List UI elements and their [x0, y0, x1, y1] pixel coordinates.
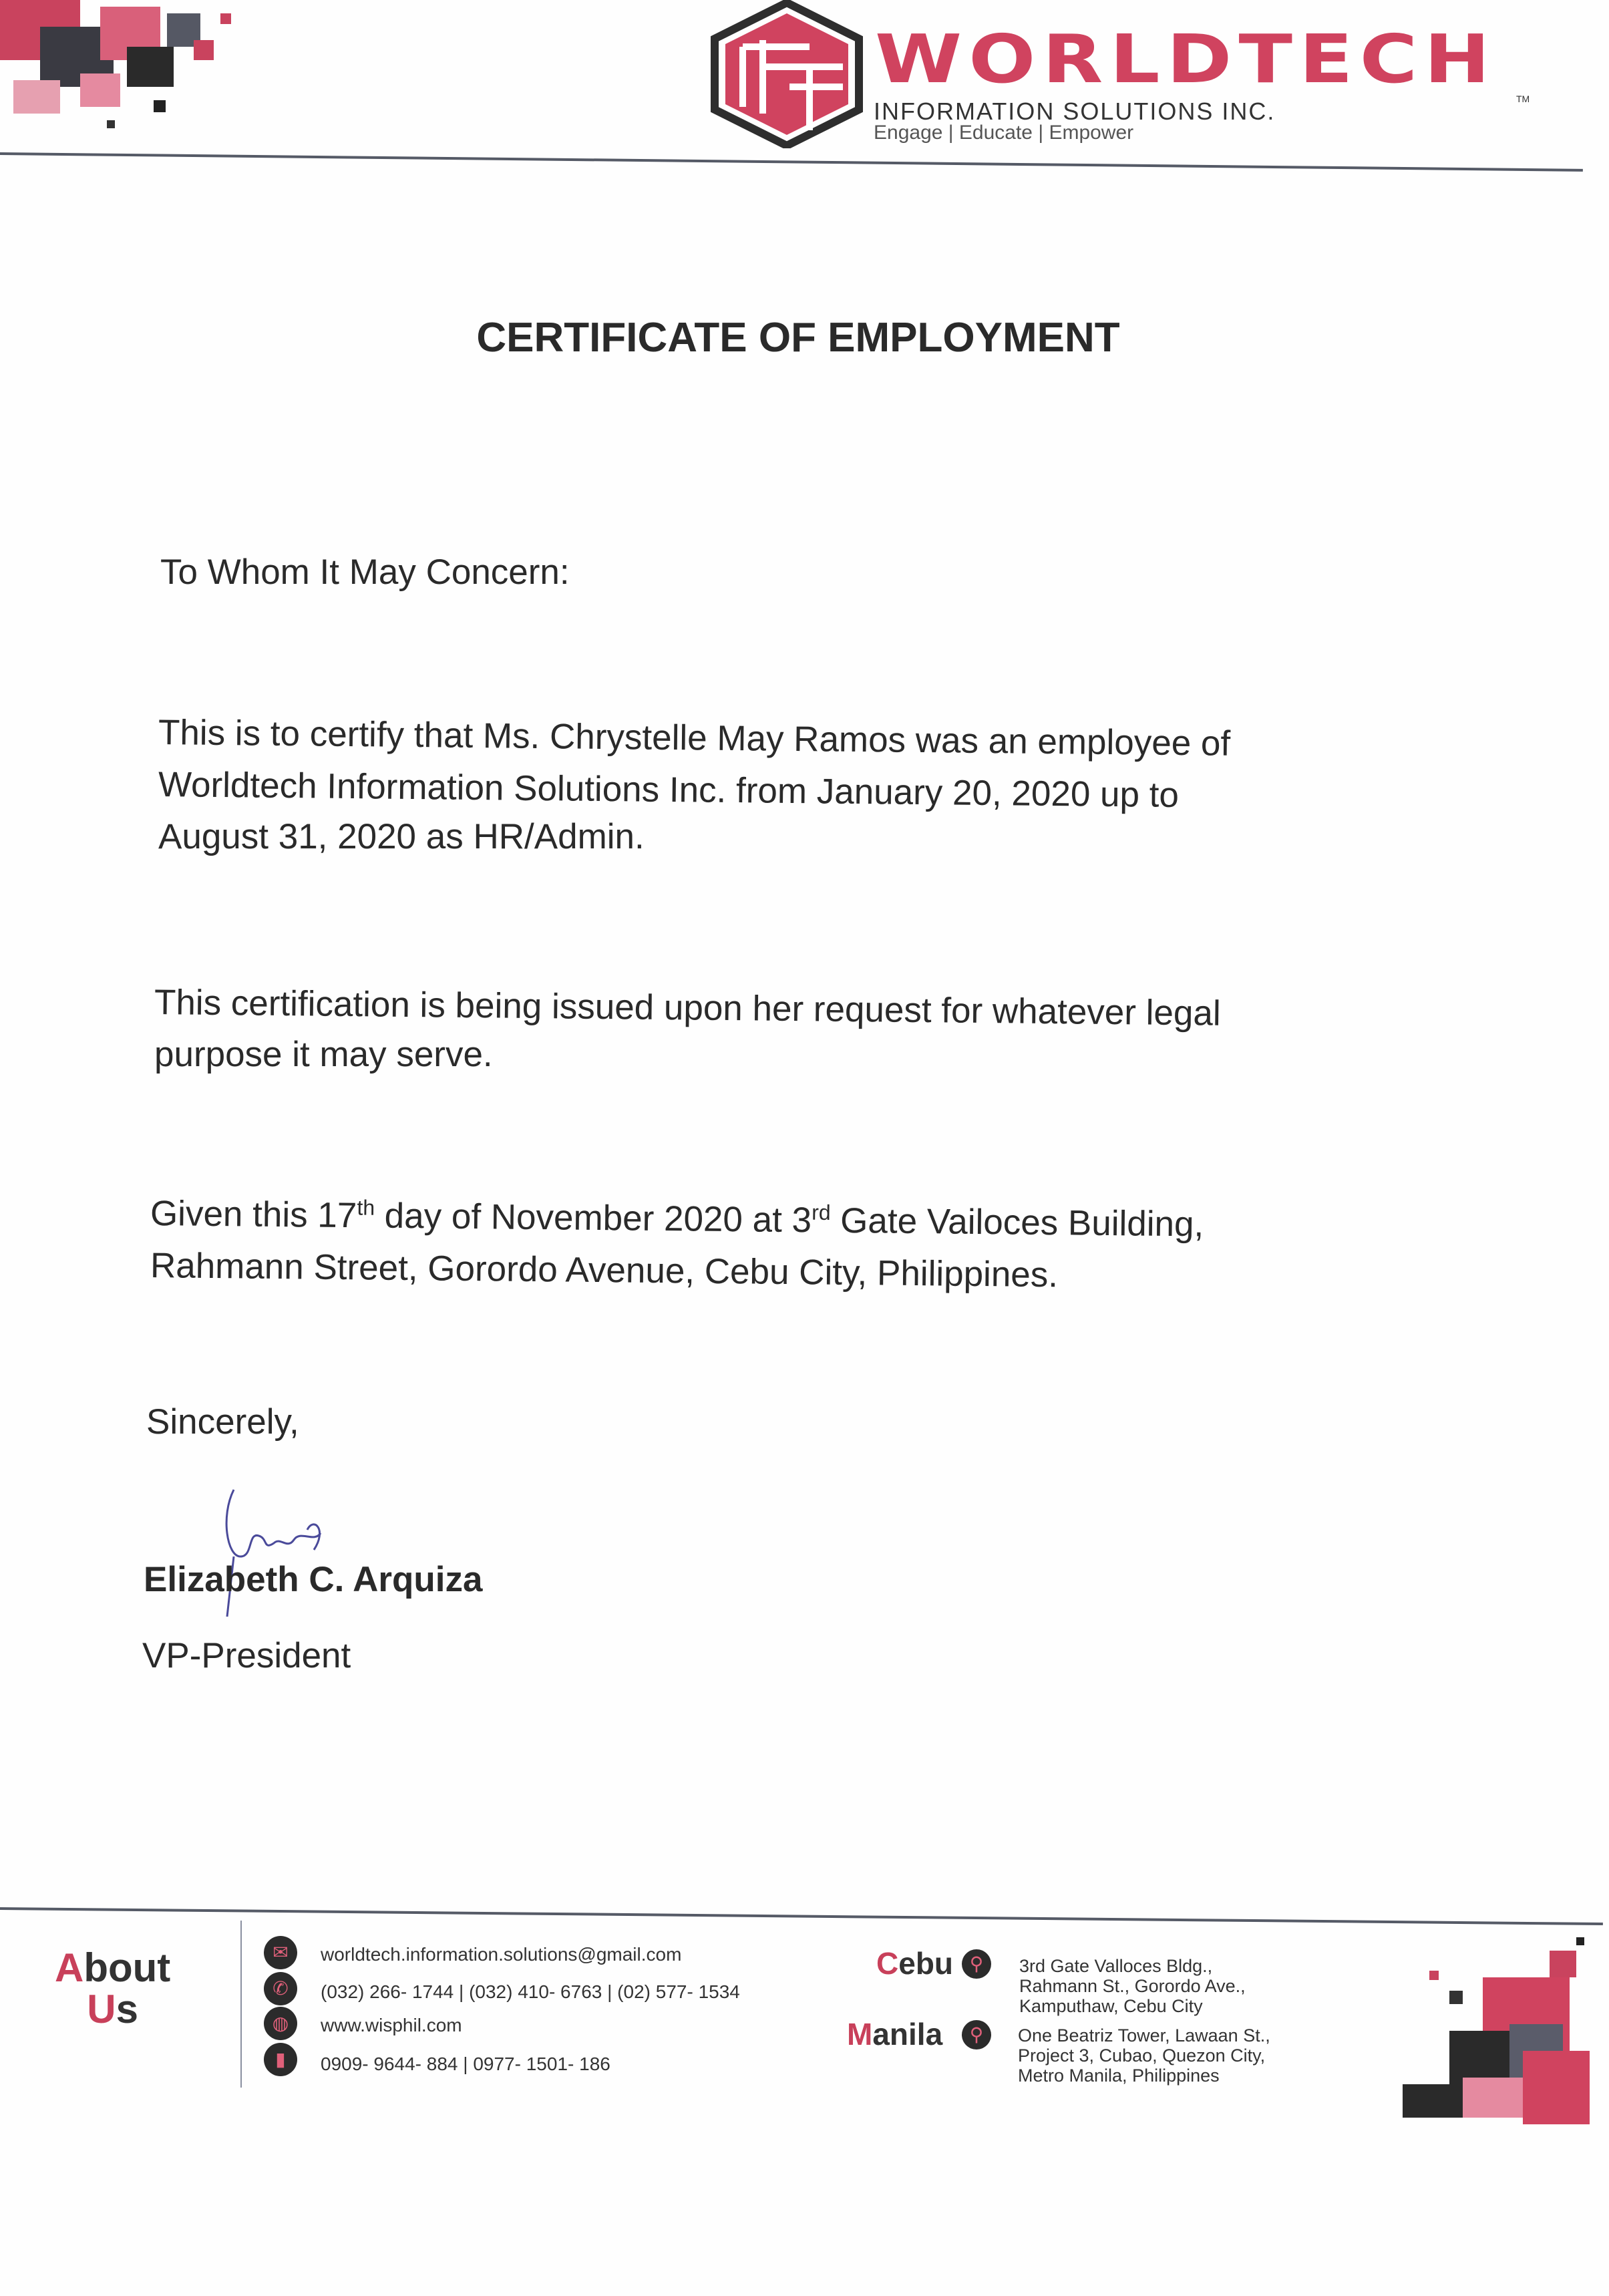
manila-heading [847, 2016, 942, 2052]
about-rest: bout [83, 1945, 171, 1990]
globe-icon: ◍ [264, 2007, 297, 2040]
paragraph-line: August 31, 2020 as HR/Admin. [158, 817, 645, 856]
document-title: CERTIFICATE OF EMPLOYMENT [476, 315, 1120, 361]
ordinal-suffix: rd [811, 1200, 831, 1225]
cebu-address [1019, 1956, 1246, 2016]
signatory-name: Elizabeth C. Arquiza [144, 1560, 483, 1599]
footer-website: www.wisphil.com [321, 2015, 462, 2035]
paragraph-line: Worldtech Information Solutions Inc. from January 20, 2020 up to [158, 765, 1180, 815]
cebu-heading [876, 1945, 953, 1981]
header-divider [0, 152, 1583, 172]
paragraph-employment [158, 707, 1230, 863]
brand-name: WORLDTECH [875, 19, 1497, 98]
paragraph-line: Rahmann Street, Gorordo Avenue, Cebu City, Philippines. [150, 1246, 1059, 1295]
manila-initial: M [847, 2017, 873, 2052]
us-rest: s [116, 1987, 138, 2031]
paragraph-line: purpose it may serve. [154, 1035, 493, 1074]
header-mosaic-decoration [0, 0, 281, 147]
address-line: 3rd Gate Valloces Bldg., [1019, 1956, 1213, 1976]
footer-email: worldtech.information.solutions@gmail.com [321, 1944, 682, 1965]
salutation: To Whom It May Concern: [160, 552, 570, 592]
company-name: INFORMATION SOLUTIONS INC. [874, 98, 1276, 125]
given-text: day of November 2020 at 3 [374, 1196, 812, 1241]
given-text: Gate Vailoces Building, [830, 1200, 1204, 1245]
paragraph-given [150, 1188, 1204, 1295]
paragraph-line: This certification is being issued upon her request for whatever legal [154, 983, 1221, 1033]
footer-vertical-divider [240, 1921, 242, 2088]
footer-mosaic-decoration [1389, 1937, 1596, 2124]
phone-icon: ✆ [264, 1972, 297, 2005]
worldtech-logo-icon [709, 0, 864, 148]
about-us-heading [55, 1947, 170, 2030]
cebu-rest: ebu [898, 1946, 954, 1981]
trademark: TM [1516, 94, 1530, 104]
about-initial: A [55, 1945, 84, 1990]
signatory-title: VP-President [142, 1636, 351, 1675]
given-text: Given this 17 [150, 1194, 357, 1236]
address-line: Kamputhaw, Cebu City [1019, 1996, 1203, 2016]
manila-address [1018, 2025, 1270, 2086]
tagline: Engage | Educate | Empower [874, 122, 1134, 144]
cebu-initial: C [876, 1946, 899, 1981]
manila-rest: anila [872, 2017, 943, 2052]
location-pin-icon: ⚲ [962, 1949, 991, 1979]
footer-mobiles: 0909- 9644- 884 | 0977- 1501- 186 [321, 2054, 610, 2074]
footer-phones: (032) 266- 1744 | (032) 410- 6763 | (02) 577- 1534 [321, 1981, 740, 2002]
address-line: Metro Manila, Philippines [1018, 2066, 1220, 2086]
paragraph-purpose [154, 977, 1221, 1081]
address-line: One Beatriz Tower, Lawaan St., [1018, 2025, 1270, 2045]
paragraph-line: This is to certify that Ms. Chrystelle May Ramos was an employee of [158, 713, 1231, 764]
mobile-icon: ▮ [264, 2043, 297, 2076]
email-icon: ✉ [264, 1936, 297, 1969]
address-line: Project 3, Cubao, Quezon City, [1018, 2045, 1266, 2066]
us-initial: U [87, 1987, 116, 2031]
closing: Sincerely, [146, 1402, 299, 1442]
address-line: Rahmann St., Gorordo Ave., [1019, 1976, 1246, 1996]
ordinal-suffix: th [357, 1195, 375, 1220]
location-pin-icon: ⚲ [962, 2020, 991, 2049]
